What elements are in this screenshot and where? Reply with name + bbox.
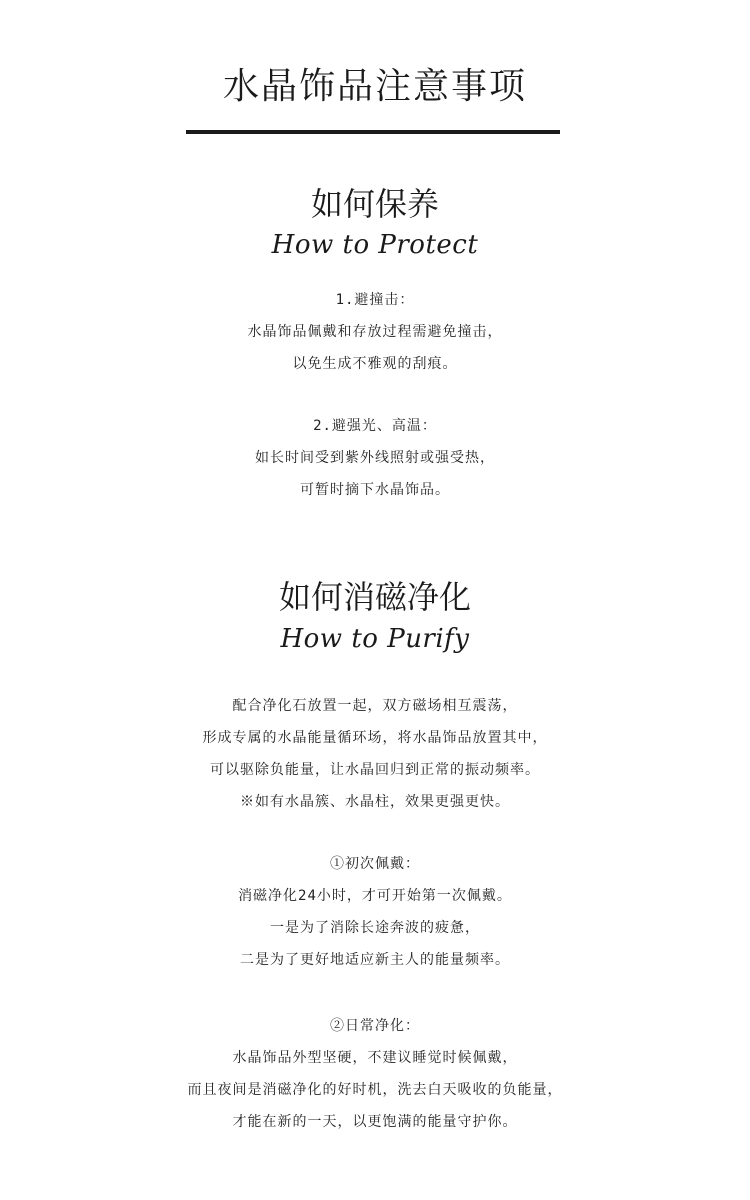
purify-block-intro [0, 690, 750, 818]
paragraph-line: 可以驱除负能量，让水晶回归到正常的振动频率。 [210, 762, 540, 778]
paragraph-line: 水晶饰品佩戴和存放过程需避免撞击， [247, 324, 503, 340]
paragraph-line: 1.避撞击： [335, 292, 415, 308]
paragraph-line: 消磁净化24小时，才可开始第一次佩戴。 [238, 888, 512, 904]
purify-block-daily [0, 1010, 750, 1138]
paragraph-line: 可暂时摘下水晶饰品。 [300, 482, 450, 498]
paragraph-line: 2.避强光、高温： [313, 418, 437, 434]
section-heading-purify: 如何消磁净化 [278, 578, 471, 616]
purify-block-first-wear [0, 848, 750, 976]
paragraph-line: ②日常净化： [330, 1018, 420, 1034]
paragraph-line: 如长时间受到紫外线照射或强受热， [255, 450, 495, 466]
paragraph-line: 才能在新的一天，以更饱满的能量守护你。 [232, 1114, 518, 1130]
paragraph-line: 而且夜间是消磁净化的好时机，洗去白天吸收的负能量， [187, 1082, 563, 1098]
paragraph-line: 水晶饰品外型坚硬，不建议睡觉时候佩戴， [232, 1050, 518, 1066]
paragraph-line: 以免生成不雅观的刮痕。 [292, 356, 458, 372]
paragraph-line: 一是为了消除长途奔波的疲惫， [270, 920, 480, 936]
paragraph-line: ※如有水晶簇、水晶柱，效果更强更快。 [240, 794, 510, 810]
paragraph-line: 配合净化石放置一起，双方磁场相互震荡， [232, 698, 518, 714]
section-subtitle-purify: How to Purify [280, 624, 470, 654]
protect-block-impact [0, 284, 750, 380]
section-heading-protect: 如何保养 [310, 185, 439, 223]
page-title: 水晶饰品注意事项 [222, 66, 527, 107]
section-subtitle-protect: How to Protect [271, 230, 479, 260]
protect-block-light-heat [0, 410, 750, 506]
paragraph-line: 二是为了更好地适应新主人的能量频率。 [240, 952, 510, 968]
title-underline [186, 130, 560, 134]
paragraph-line: ①初次佩戴： [330, 856, 420, 872]
paragraph-line: 形成专属的水晶能量循环场，将水晶饰品放置其中， [202, 730, 548, 746]
